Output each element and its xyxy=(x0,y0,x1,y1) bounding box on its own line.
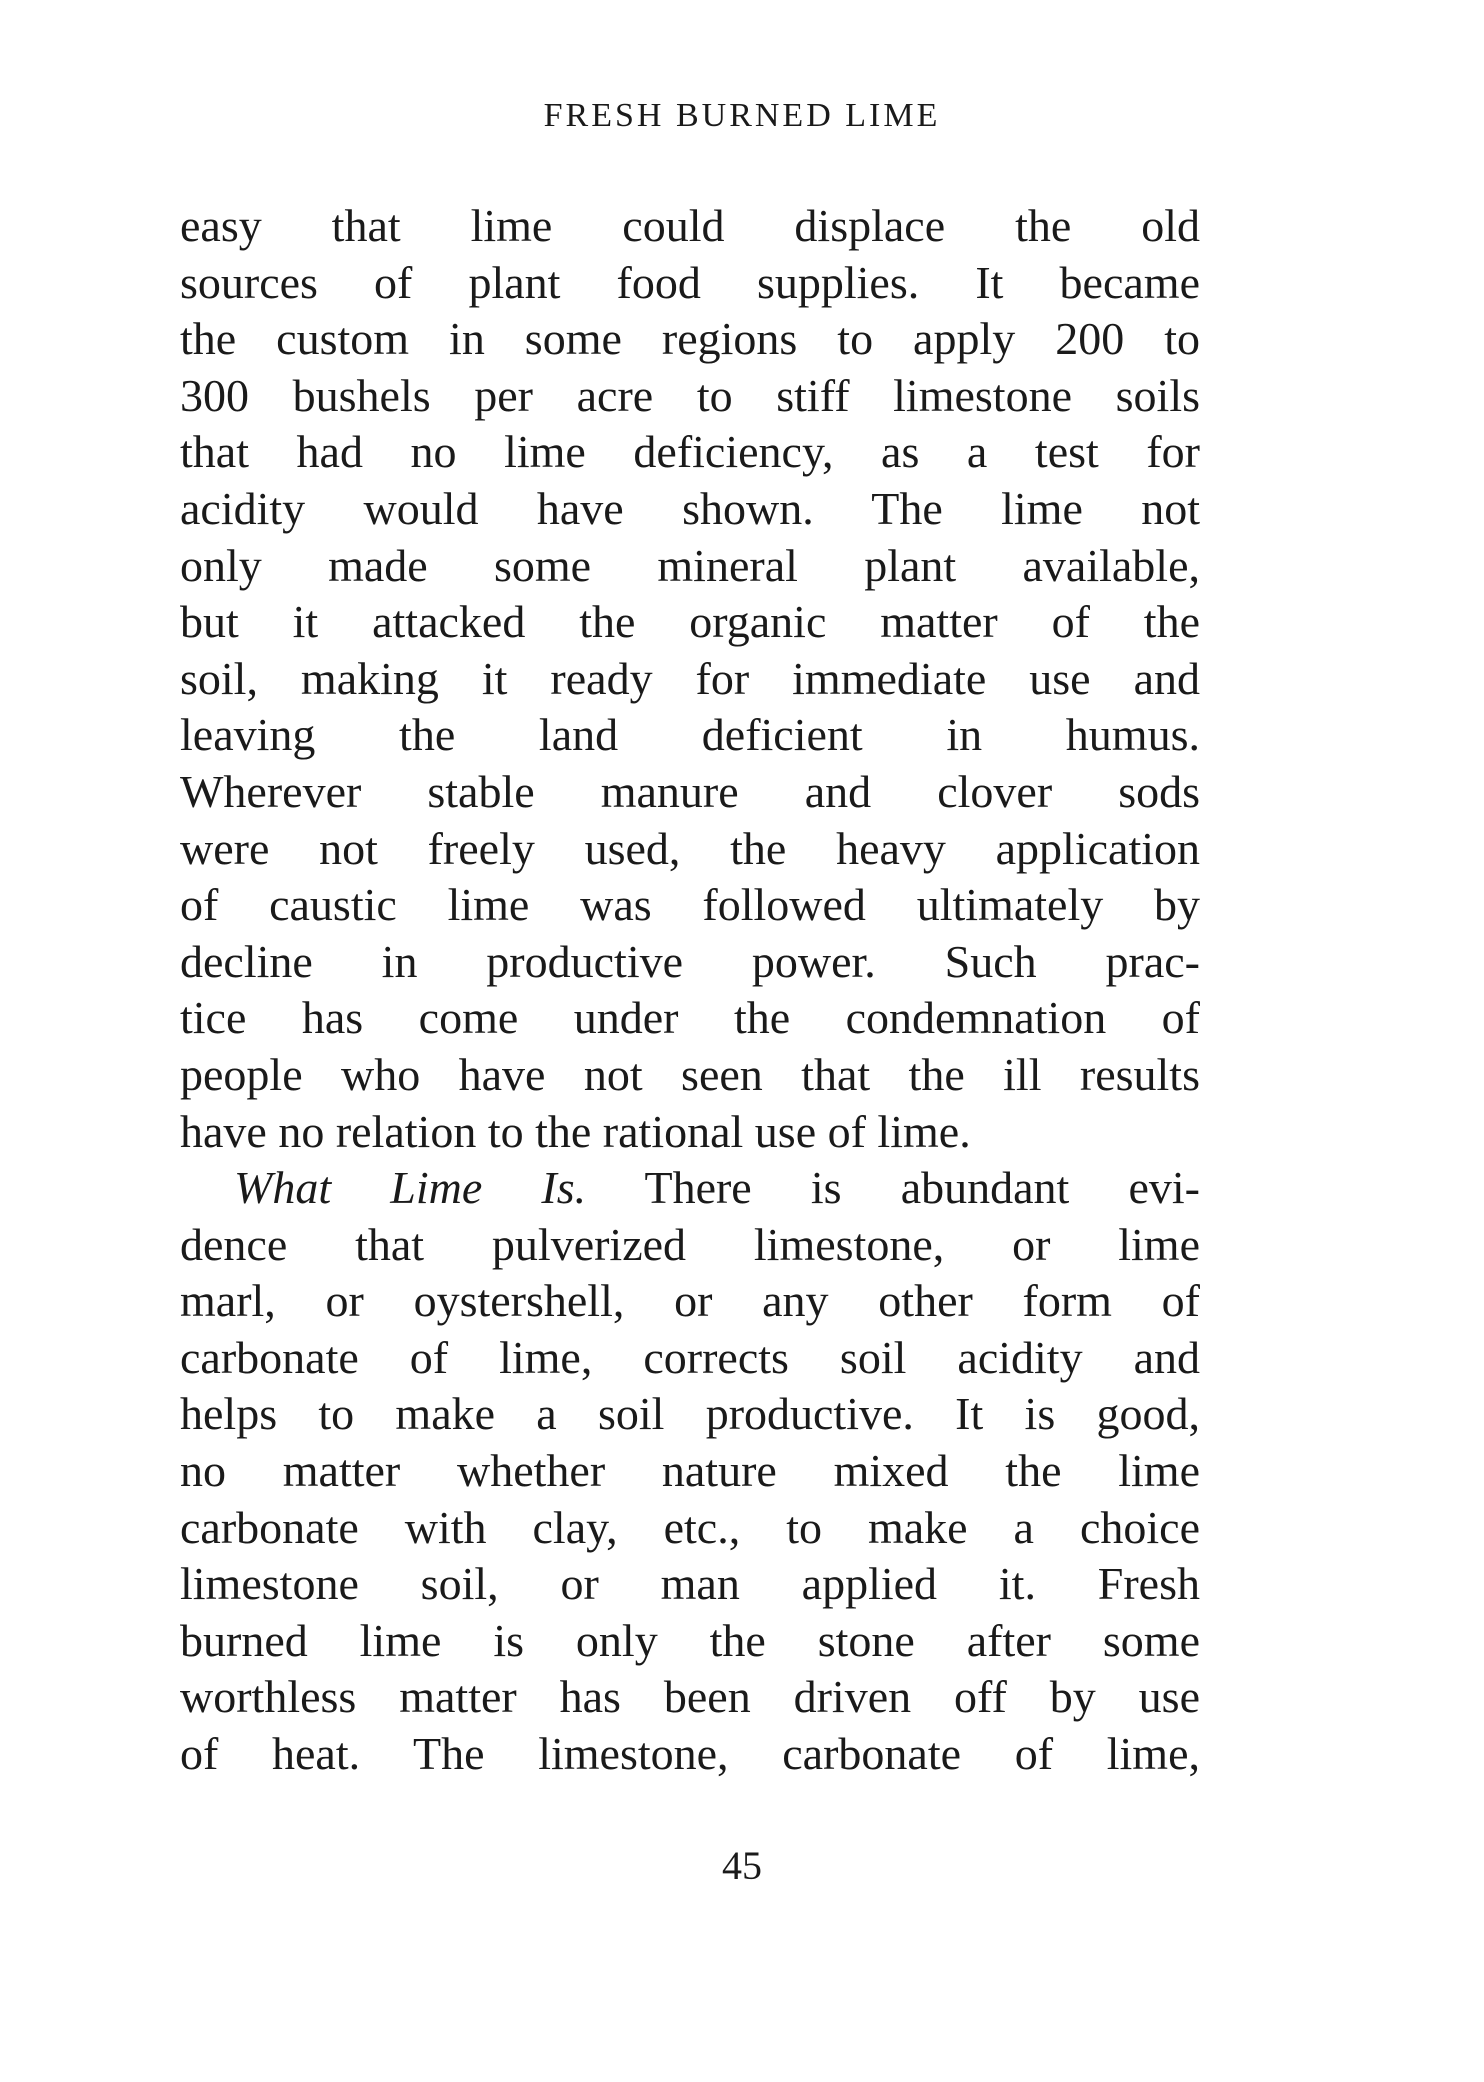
text-line: 300 bushels per acre to stiff limestone soils xyxy=(180,369,1200,421)
text-line: decline in productive power. Such prac- xyxy=(180,935,1200,987)
text-line: tice has come under the condemnation of xyxy=(180,992,1200,1044)
text-line: only made some mineral plant available, xyxy=(180,539,1200,591)
text-line: carbonate of lime, corrects soil acidity and xyxy=(180,1331,1200,1383)
text-line: dence that pulverized limestone, or lime xyxy=(180,1218,1200,1270)
text-line: but it attacked the organic matter of the xyxy=(180,596,1200,648)
text-line: no matter whether nature mixed the lime xyxy=(180,1445,1200,1497)
text-line: that had no lime deficiency, as a test for xyxy=(180,426,1200,478)
text-line: have no relation to the rational use of lime. xyxy=(180,1105,971,1157)
text-line: burned lime is only the stone after some xyxy=(180,1614,1200,1666)
running-head: FRESH BURNED LIME xyxy=(543,97,941,134)
text-line: Wherever stable manure and clover sods xyxy=(180,765,1200,817)
body-text xyxy=(180,198,1200,1783)
text-line: easy that lime could displace the old xyxy=(180,200,1200,251)
section-heading: What Lime Is. xyxy=(234,1162,587,1214)
text-line: acidity would have shown. The lime not xyxy=(180,482,1200,534)
text-line: of caustic lime was followed ultimately by xyxy=(180,879,1200,931)
text-line: were not freely used, the heavy application xyxy=(180,822,1200,874)
text-line: worthless matter has been driven off by use xyxy=(180,1671,1200,1723)
text-line: sources of plant food supplies. It became xyxy=(180,256,1200,308)
text-line: marl, or oystershell, or any other form of xyxy=(180,1275,1200,1327)
text-line: carbonate with clay, etc., to make a choice xyxy=(180,1501,1200,1553)
text-line: soil, making it ready for immediate use and xyxy=(180,652,1200,704)
text-line: helps to make a soil productive. It is good, xyxy=(180,1388,1200,1440)
section-first-line xyxy=(180,1160,1200,1217)
text-line: leaving the land deficient in humus. xyxy=(180,709,1200,761)
text-line: of heat. The limestone, carbonate of lime, xyxy=(180,1728,1200,1780)
section-first-line-rest: There is abundant evi- xyxy=(644,1162,1200,1214)
text-line: people who have not seen that the ill results xyxy=(180,1048,1200,1100)
text-line: the custom in some regions to apply 200 to xyxy=(180,313,1200,365)
text-line: limestone soil, or man applied it. Fresh xyxy=(180,1558,1200,1610)
page-number: 45 xyxy=(722,1843,762,1888)
